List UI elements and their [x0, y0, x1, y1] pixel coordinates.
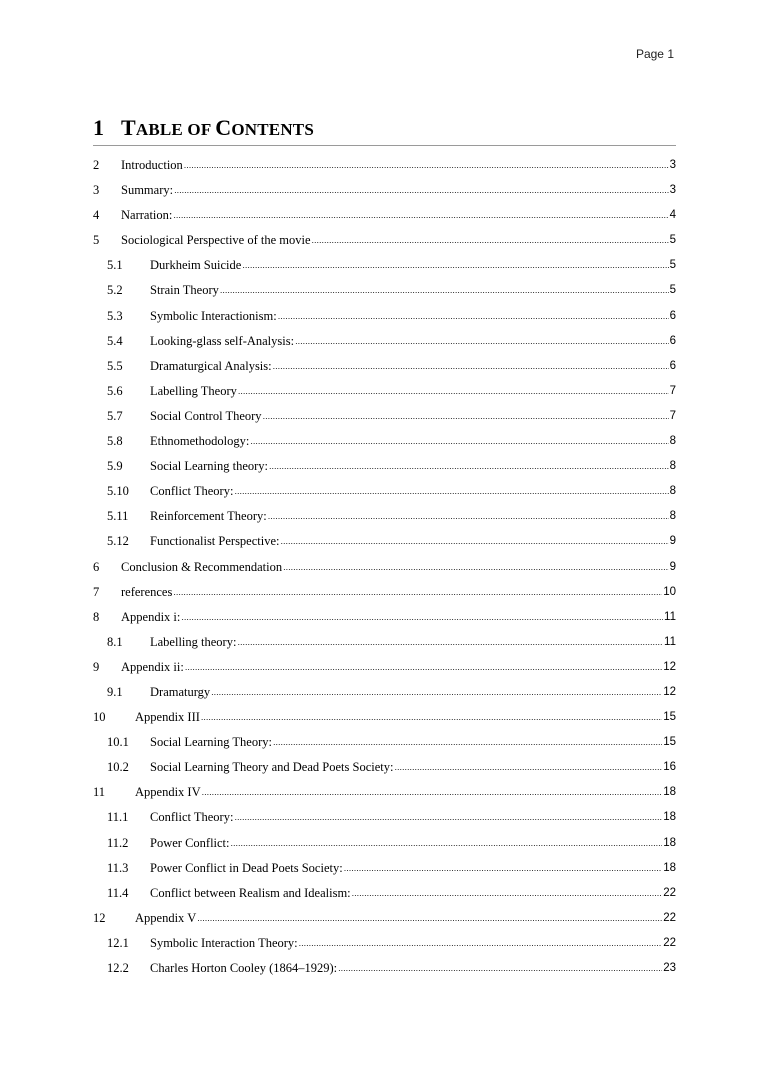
toc-entry-label: Appendix IV [135, 785, 201, 800]
toc-entry-label: Functionalist Perspective: [150, 534, 280, 549]
toc-entry-label: Dramaturgy [150, 684, 211, 699]
toc-heading-number: 1 [93, 115, 104, 140]
toc-entry[interactable] [93, 278, 676, 303]
toc-entry[interactable] [93, 304, 676, 329]
toc-entry-page: 15 [663, 711, 676, 724]
toc-entry-page: 22 [663, 886, 676, 899]
toc-heading-rest-1: ABLE OF [135, 120, 216, 139]
toc-dot-leader [181, 605, 663, 630]
toc-entry-page: 6 [669, 309, 676, 322]
toc-entry[interactable] [93, 454, 676, 479]
toc-entry-page: 10 [663, 585, 676, 598]
toc-entry-page: 11 [664, 635, 676, 648]
toc-entry-label: Appendix III [135, 710, 200, 725]
toc-entry-page: 18 [663, 836, 676, 849]
toc-entry-label: Conflict between Realism and Idealism: [150, 885, 351, 900]
toc-entry[interactable] [93, 831, 676, 856]
toc-entry-label: Summary: [121, 183, 174, 198]
toc-entry[interactable] [93, 655, 676, 680]
toc-entry-page: 9 [669, 560, 676, 573]
toc-entry-label: Reinforcement Theory: [150, 509, 267, 524]
toc-entry-page: 18 [663, 861, 676, 874]
toc-dot-leader [273, 730, 662, 755]
toc-entry[interactable] [93, 956, 676, 981]
toc-entry-page: 8 [669, 435, 676, 448]
toc-entry-label: Strain Theory [150, 283, 219, 298]
toc-entry[interactable] [93, 178, 676, 203]
toc-entry-number: 11.3 [107, 860, 129, 875]
toc-entry[interactable] [93, 906, 676, 931]
toc-entry-number: 12.2 [107, 961, 129, 975]
toc-entry-number: 4 [93, 208, 100, 223]
toc-entry[interactable] [93, 429, 676, 454]
toc-entry-label: Symbolic Interaction Theory: [150, 935, 298, 950]
toc-entry-page: 8 [669, 485, 676, 498]
toc-entry-number: 11.4 [107, 885, 129, 900]
toc-entry[interactable] [93, 555, 676, 580]
toc-dot-leader [242, 253, 668, 278]
toc-dot-leader [173, 580, 662, 605]
toc-dot-leader [394, 755, 662, 780]
toc-entry-number: 5.11 [107, 509, 129, 524]
toc-entry[interactable] [93, 253, 676, 278]
toc-entry-number: 5.8 [107, 434, 123, 449]
toc-entry-number: 3 [93, 183, 100, 198]
toc-dot-leader [238, 379, 669, 404]
toc-entry-label: Social Learning theory: [150, 459, 269, 474]
toc-entry[interactable] [93, 504, 676, 529]
toc-entry-number: 5.10 [107, 484, 129, 499]
toc-heading-rest-2: ONTENTS [231, 120, 314, 139]
page-header: Page 1 [635, 47, 674, 61]
toc-entry-label: Labelling Theory [150, 383, 237, 398]
toc-dot-leader [269, 454, 669, 479]
toc-dot-leader [174, 178, 669, 203]
toc-entry-page: 12 [663, 685, 676, 698]
toc-entry-number: 5.3 [107, 308, 123, 323]
toc-entry-label: Social Learning Theory and Dead Poets Society: [150, 760, 394, 775]
toc-entry-label: Social Control Theory [150, 408, 262, 423]
toc-entry-page: 5 [669, 234, 676, 247]
toc-list [93, 153, 676, 981]
toc-entry[interactable] [93, 379, 676, 404]
toc-entry[interactable] [93, 755, 676, 780]
toc-entry-page: 4 [669, 209, 676, 222]
toc-entry-number: 11 [93, 785, 106, 800]
toc-entry-label: Durkheim Suicide [150, 258, 242, 273]
toc-dot-leader [250, 429, 668, 454]
toc-dot-leader [234, 805, 662, 830]
toc-entry-page: 5 [669, 259, 676, 272]
toc-entry-label: Appendix ii: [121, 659, 184, 674]
toc-entry[interactable] [93, 881, 676, 906]
toc-entry-label: Ethnomethodology: [150, 434, 250, 449]
toc-dot-leader [220, 278, 669, 303]
toc-heading-letter-c: C [215, 115, 232, 140]
toc-entry[interactable] [93, 580, 676, 605]
toc-entry-number: 5.12 [107, 534, 129, 549]
toc-entry-label: references [121, 584, 173, 599]
toc-entry-number: 5.4 [107, 333, 123, 348]
toc-dot-leader [185, 655, 662, 680]
toc-entry[interactable] [93, 680, 676, 705]
toc-entry[interactable] [93, 203, 676, 228]
toc-entry[interactable] [93, 329, 676, 354]
toc-dot-leader [299, 931, 663, 956]
toc-entry-page: 8 [669, 460, 676, 473]
toc-entry-label: Introduction [121, 158, 183, 172]
toc-dot-leader [344, 856, 663, 881]
toc-heading-letter-t: T [121, 115, 136, 140]
toc-entry[interactable] [93, 529, 676, 554]
toc-dot-leader [231, 831, 663, 856]
toc-entry[interactable] [93, 805, 676, 830]
toc-dot-leader [237, 630, 663, 655]
toc-entry-number: 10.1 [107, 735, 129, 750]
toc-dot-leader [234, 479, 668, 504]
toc-entry-label: Conflict Theory: [150, 810, 234, 825]
toc-dot-leader [197, 906, 662, 931]
toc-entry-number: 8.1 [107, 634, 123, 649]
toc-dot-leader [202, 780, 663, 805]
toc-entry-page: 6 [669, 359, 676, 372]
toc-entry[interactable] [93, 630, 676, 655]
toc-entry-number: 5.5 [107, 358, 123, 373]
toc-entry-number: 5.7 [107, 408, 123, 423]
toc-entry-page: 18 [663, 786, 676, 799]
toc-entry-label: Power Conflict: [150, 835, 230, 850]
toc-dot-leader [273, 354, 669, 379]
toc-entry-number: 9.1 [107, 684, 123, 699]
toc-entry[interactable] [93, 153, 676, 178]
toc-entry-label: Labelling theory: [150, 634, 237, 649]
toc-entry-number: 2 [93, 158, 100, 172]
toc-dot-leader [278, 304, 669, 329]
toc-entry-label: Sociological Perspective of the movie [121, 233, 311, 248]
toc-entry[interactable] [93, 780, 676, 805]
toc-entry-page: 9 [669, 535, 676, 548]
toc-entry-label: Charles Horton Cooley (1864–1929): [150, 961, 338, 975]
toc-entry-number: 5.1 [107, 258, 123, 273]
toc-entry-page: 3 [669, 184, 676, 197]
toc-entry[interactable] [93, 856, 676, 881]
toc-dot-leader [295, 329, 669, 354]
toc-entry-label: Conclusion & Recommendation [121, 559, 283, 574]
toc-entry-number: 12.1 [107, 935, 129, 950]
toc-dot-leader [268, 504, 669, 529]
toc-entry-number: 6 [93, 559, 100, 574]
toc-heading [93, 115, 676, 146]
toc-entry-number: 5 [93, 233, 100, 248]
toc-entry[interactable] [93, 404, 676, 429]
toc-entry-page: 12 [663, 660, 676, 673]
toc-entry-number: 9 [93, 659, 100, 674]
toc-entry-number: 7 [93, 584, 100, 599]
toc-dot-leader [201, 705, 662, 730]
toc-entry-page: 7 [669, 409, 676, 422]
toc-entry[interactable] [93, 354, 676, 379]
toc-entry-label: Appendix i: [121, 609, 181, 624]
toc-dot-leader [283, 555, 669, 580]
toc-entry-label: Conflict Theory: [150, 484, 234, 499]
toc-entry-page: 8 [669, 510, 676, 523]
toc-entry-page: 18 [663, 811, 676, 824]
toc-dot-leader [184, 153, 669, 178]
toc-entry-page: 22 [663, 936, 676, 949]
toc-entry-page: 3 [669, 159, 676, 171]
toc-entry-number: 8 [93, 609, 100, 624]
toc-entry-label: Narration: [121, 208, 173, 223]
toc-entry[interactable] [93, 730, 676, 755]
toc-entry-page: 23 [663, 962, 676, 974]
toc-entry-page: 11 [664, 610, 676, 623]
toc-entry-label: Dramaturgical Analysis: [150, 358, 272, 373]
toc-entry[interactable] [93, 479, 676, 504]
toc-entry-label: Appendix V [135, 910, 197, 925]
toc-entry-label: Looking-glass self-Analysis: [150, 333, 295, 348]
toc-entry-page: 5 [669, 284, 676, 297]
toc-entry[interactable] [93, 705, 676, 730]
toc-entry-page: 22 [663, 911, 676, 924]
toc-entry[interactable] [93, 605, 676, 630]
toc-entry-label: Symbolic Interactionism: [150, 308, 277, 323]
toc-entry-page: 6 [669, 334, 676, 347]
toc-entry-number: 10 [93, 710, 106, 725]
toc-entry-number: 11.2 [107, 835, 129, 850]
toc-dot-leader [173, 203, 668, 228]
toc-entry-page: 7 [669, 384, 676, 397]
toc-dot-leader [281, 529, 669, 554]
toc-dot-leader [352, 881, 663, 906]
toc-entry[interactable] [93, 228, 676, 253]
toc-dot-leader [263, 404, 669, 429]
toc-entry-number: 10.2 [107, 760, 129, 775]
toc-entry-number: 12 [93, 910, 106, 925]
toc-entry-label: Power Conflict in Dead Poets Society: [150, 860, 343, 875]
toc-entry[interactable] [93, 931, 676, 956]
toc-dot-leader [211, 680, 662, 705]
toc-entry-page: 15 [663, 736, 676, 749]
toc-entry-number: 11.1 [107, 810, 129, 825]
toc-entry-number: 5.2 [107, 283, 123, 298]
toc-entry-label: Social Learning Theory: [150, 735, 272, 750]
toc-entry-number: 5.6 [107, 383, 123, 398]
toc-heading-title [121, 115, 314, 141]
toc-entry-page: 16 [663, 761, 676, 774]
toc-entry-number: 5.9 [107, 459, 123, 474]
toc-dot-leader [338, 956, 662, 981]
toc-dot-leader [312, 228, 669, 253]
